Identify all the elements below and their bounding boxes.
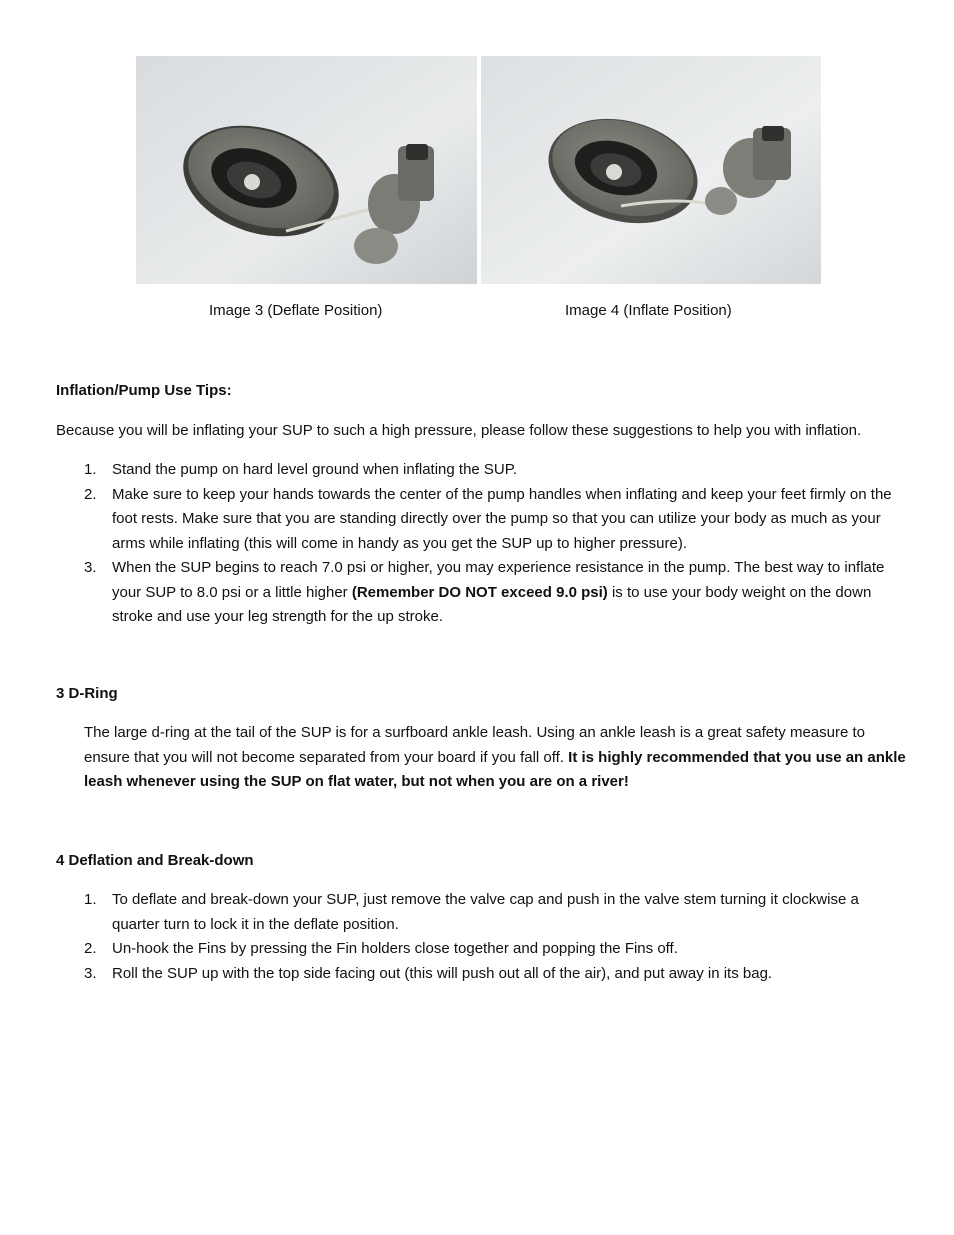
- inflation-intro: Because you will be inflating your SUP to such a high pressure, please follow these suggestions to help you with inflation.: [56, 422, 862, 439]
- list-item: [56, 888, 906, 937]
- dring-text: The large d-ring at the tail of the SUP is for a surfboard ankle leash. Using an ankle leash is a great safety measure to ensure that you will not become separated from your board if you fall off.: [84, 724, 865, 766]
- list-item: [56, 937, 906, 962]
- dring-recommendation: It is highly recommended that you use an ankle leash whenever using the SUP on flat water, but not when you are on a river!: [84, 748, 906, 790]
- list-text-end: is to use your body weight on the down stroke and use your leg strength for the up stroke.: [112, 583, 872, 625]
- inflation-list: [56, 458, 906, 630]
- list-number: 2.: [84, 485, 97, 503]
- list-number: 3.: [84, 559, 97, 576]
- list-number: 1.: [84, 461, 97, 478]
- list-text: To deflate and break-down your SUP, just remove the valve cap and push in the valve stem turning it clockwise a quarter turn to lock it in the deflate position.: [112, 891, 859, 933]
- valve-photo-inflate: [481, 56, 822, 284]
- deflation-heading: 4 Deflation and Break-down: [56, 852, 254, 869]
- valve-photos: [136, 56, 821, 284]
- list-number: 2.: [84, 940, 97, 957]
- list-text: Un-hook the Fins by pressing the Fin holders close together and popping the Fins off.: [112, 940, 678, 957]
- figure-caption-deflate: Image 3 (Deflate Position): [209, 302, 383, 319]
- list-item: [56, 483, 906, 557]
- inflation-heading: Inflation/Pump Use Tips:: [56, 382, 232, 399]
- list-item: [56, 556, 906, 630]
- pressure-warning: (Remember DO NOT exceed 9.0 psi): [351, 583, 608, 601]
- dring-heading: 3 D-Ring: [56, 685, 118, 702]
- valve-photo-deflate: [136, 56, 477, 284]
- list-item: [56, 962, 906, 987]
- list-text: When the SUP begins to reach 7.0 psi or higher, you may experience resistance in the pump. The best way to inflate your SUP to 8.0 psi or a little higher: [112, 559, 885, 601]
- deflation-list: [56, 888, 906, 986]
- list-text: Make sure to keep your hands towards the center of the pump handles when inflating and keep your feet firmly on the foot rests. Make sure that you are standing directly over the pump so that you can utilize your body as much as your arms while inflating (this will come in handy as you get the SUP up to higher pressure).: [112, 485, 892, 552]
- list-text: Roll the SUP up with the top side facing out (this will push out all of the air), and put away in its bag.: [112, 964, 773, 982]
- list-number: 1.: [84, 891, 97, 908]
- list-text: Stand the pump on hard level ground when inflating the SUP.: [112, 461, 517, 478]
- figure-caption-inflate: Image 4 (Inflate Position): [565, 302, 732, 319]
- list-number: 3.: [84, 964, 97, 982]
- dring-paragraph: [56, 721, 906, 795]
- list-item: [56, 458, 906, 483]
